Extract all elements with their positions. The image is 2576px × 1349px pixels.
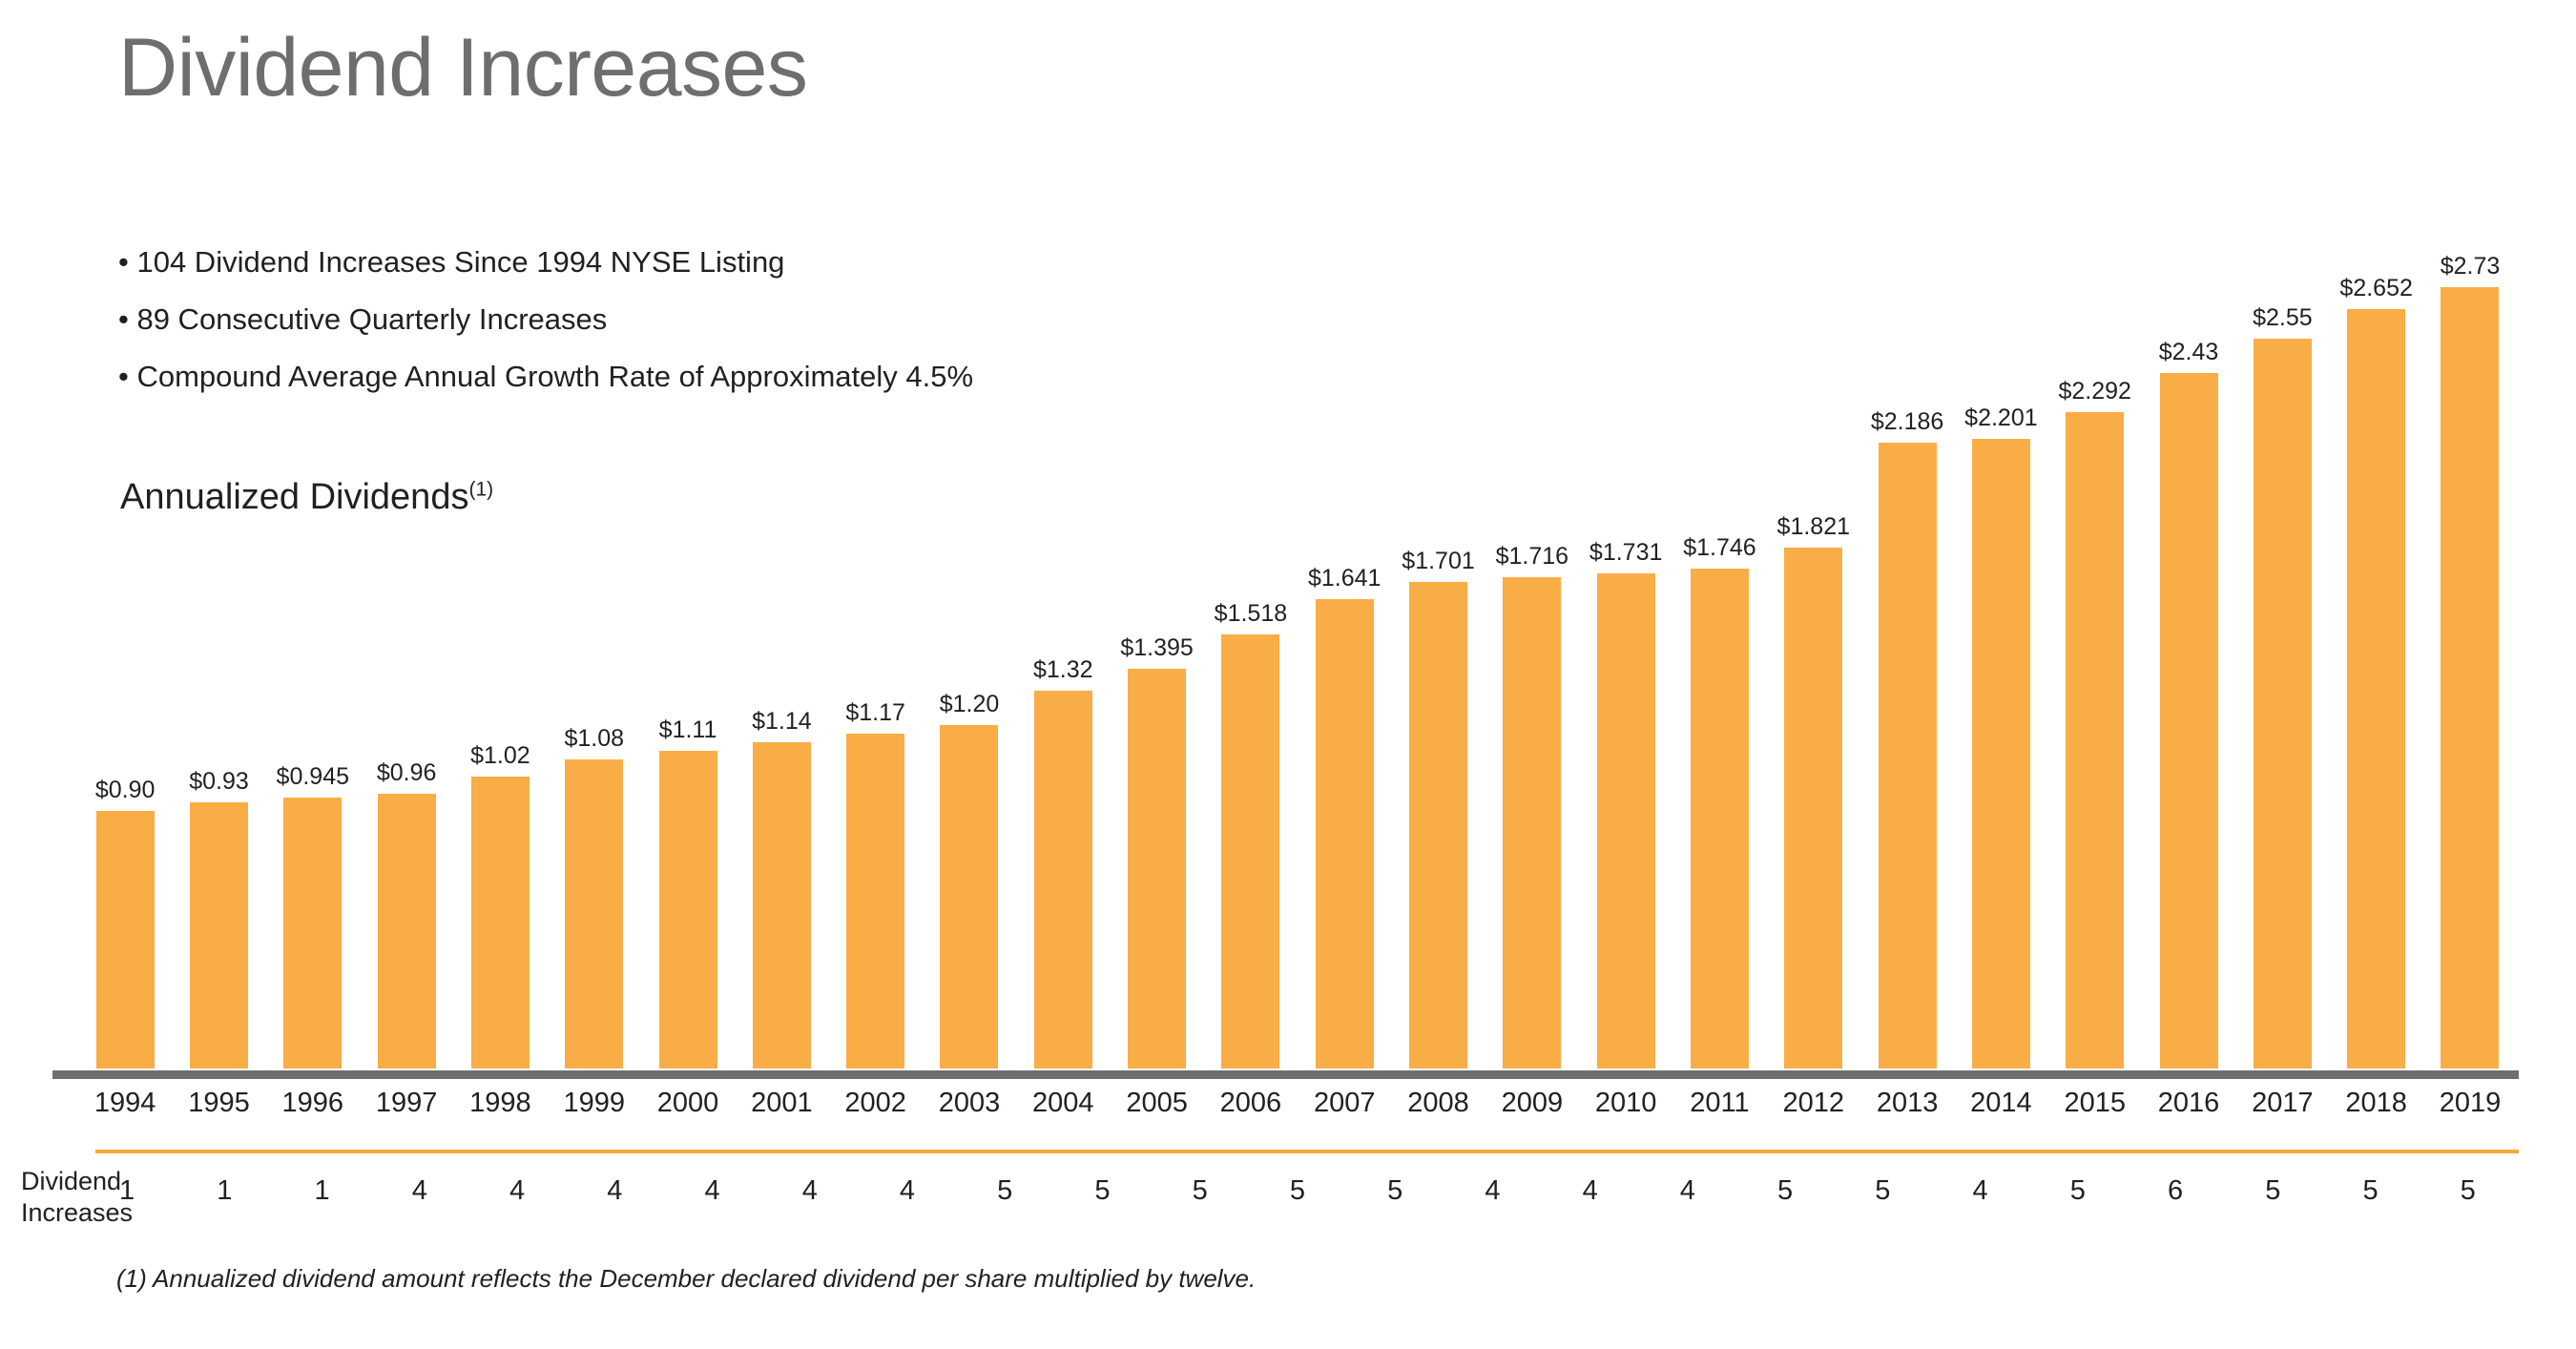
bar bbox=[2066, 412, 2124, 1069]
x-axis-line bbox=[52, 1070, 2519, 1079]
bar-value-label: $0.945 bbox=[276, 763, 350, 790]
dividend-increases-value: 5 bbox=[2069, 1175, 2086, 1206]
dividend-increases-value: 5 bbox=[2460, 1175, 2476, 1206]
bar-column bbox=[2330, 143, 2423, 1069]
bar-column bbox=[1391, 143, 1485, 1069]
bar bbox=[1691, 569, 1749, 1069]
bar-column bbox=[641, 143, 735, 1069]
bar bbox=[2254, 339, 2312, 1069]
x-axis-tick-label: 2010 bbox=[1594, 1088, 1657, 1118]
bar-value-label: $0.96 bbox=[376, 759, 437, 786]
bar-column bbox=[360, 143, 453, 1069]
x-axis-tick-label: 2003 bbox=[938, 1088, 1001, 1118]
dividend-increases-value: 4 bbox=[411, 1175, 427, 1206]
x-axis-tick-label: 2015 bbox=[2064, 1088, 2126, 1118]
x-axis-tick-label: 2014 bbox=[1970, 1088, 2032, 1118]
bar bbox=[1221, 634, 1279, 1069]
dividend-increases-value: 4 bbox=[899, 1175, 916, 1206]
bar bbox=[2441, 287, 2499, 1069]
bar bbox=[1316, 599, 1374, 1069]
dividend-increases-value: 6 bbox=[2167, 1175, 2184, 1206]
bar bbox=[940, 725, 998, 1069]
dividend-increases-value: 4 bbox=[607, 1175, 623, 1206]
x-axis-tick-label: 2009 bbox=[1501, 1088, 1564, 1118]
bar-column bbox=[1672, 143, 1766, 1069]
bar-value-label: $1.20 bbox=[939, 691, 1000, 717]
x-axis-tick-label: 1996 bbox=[281, 1088, 344, 1118]
bullet-item: • 104 Dividend Increases Since 1994 NYSE Listing bbox=[118, 245, 785, 279]
x-axis-tick-label: 2006 bbox=[1219, 1088, 1282, 1118]
x-axis-tick-label: 2018 bbox=[2345, 1088, 2407, 1118]
bar-value-label: $0.93 bbox=[189, 768, 249, 795]
x-axis-tick-label: 1995 bbox=[188, 1088, 250, 1118]
bar-value-label: $1.11 bbox=[658, 716, 717, 743]
x-axis-tick-labels bbox=[78, 1088, 2517, 1119]
bar-value-label: $0.90 bbox=[94, 777, 156, 803]
divider-rule bbox=[95, 1150, 2519, 1153]
bar-value-label: $1.701 bbox=[1402, 548, 1475, 574]
bar-column bbox=[2235, 143, 2329, 1069]
bar bbox=[753, 742, 811, 1069]
bar-column bbox=[829, 143, 923, 1069]
dividend-increases-value: 5 bbox=[997, 1175, 1013, 1206]
dividend-increases-value: 1 bbox=[119, 1175, 135, 1206]
dividend-increases-value: 4 bbox=[704, 1175, 720, 1206]
bar-column bbox=[2048, 143, 2142, 1069]
dividend-increases-row-label-line1: Dividend bbox=[21, 1167, 122, 1195]
dividend-increases-value: 5 bbox=[1289, 1175, 1305, 1206]
dividend-increases-value: 5 bbox=[1875, 1175, 1891, 1206]
dividend-increases-value: 5 bbox=[1094, 1175, 1111, 1206]
x-axis-tick-label: 1999 bbox=[563, 1088, 625, 1118]
dividend-increases-value: 4 bbox=[1485, 1175, 1501, 1206]
dividend-increases-value: 5 bbox=[1387, 1175, 1403, 1206]
bar bbox=[283, 798, 342, 1069]
bar-series bbox=[78, 143, 2517, 1069]
bar bbox=[1784, 548, 1842, 1069]
bar bbox=[659, 751, 717, 1069]
bar-value-label: $1.641 bbox=[1307, 565, 1381, 591]
bar-value-label: $1.08 bbox=[564, 725, 624, 752]
dividend-increases-value: 5 bbox=[2265, 1175, 2281, 1206]
bar-column bbox=[1860, 143, 1954, 1069]
bar-column bbox=[1579, 143, 1672, 1069]
x-axis-tick-label: 2017 bbox=[2252, 1088, 2314, 1118]
bar-value-label: $1.518 bbox=[1214, 600, 1288, 627]
x-axis-tick-label: 2007 bbox=[1313, 1088, 1376, 1118]
bar-column bbox=[1016, 143, 1110, 1069]
dividend-increases-value: 5 bbox=[1777, 1175, 1794, 1206]
bar-column bbox=[1110, 143, 1203, 1069]
bar bbox=[2347, 309, 2405, 1069]
x-axis-tick-label: 2016 bbox=[2157, 1088, 2220, 1118]
bar-column bbox=[1954, 143, 2047, 1069]
bar-column bbox=[1204, 143, 1298, 1069]
dividend-bar-chart bbox=[57, 143, 2538, 1069]
x-axis-tick-label: 2001 bbox=[751, 1088, 813, 1118]
bar bbox=[471, 777, 530, 1069]
bar-column bbox=[1767, 143, 1860, 1069]
dividend-increases-values bbox=[78, 1175, 2517, 1207]
bar-value-label: $2.292 bbox=[2058, 378, 2131, 405]
bar-column bbox=[172, 143, 265, 1069]
x-axis-tick-label: 1997 bbox=[375, 1088, 438, 1118]
bar-value-label: $1.14 bbox=[752, 708, 812, 735]
dividend-increases-value: 5 bbox=[1192, 1175, 1208, 1206]
dividend-increases-value: 4 bbox=[1582, 1175, 1598, 1206]
x-axis-tick-label: 2002 bbox=[844, 1088, 906, 1118]
dividend-increases-value: 1 bbox=[217, 1175, 233, 1206]
bar-column bbox=[923, 143, 1016, 1069]
chart-plot-area bbox=[78, 143, 2517, 1069]
bar-column bbox=[266, 143, 360, 1069]
bar bbox=[1972, 439, 2030, 1069]
bar bbox=[1409, 582, 1467, 1069]
dividend-increases-value: 4 bbox=[1972, 1175, 1988, 1206]
dividend-increases-row-label-line2: Increases bbox=[21, 1198, 134, 1227]
x-axis-tick-label: 2011 bbox=[1690, 1088, 1750, 1118]
page-title: Dividend Increases bbox=[118, 22, 808, 114]
bar-value-label: $2.186 bbox=[1870, 408, 1944, 435]
footnote: (1) Annualized dividend amount reflects the December declared dividend per share multiplied by twelve. bbox=[116, 1264, 1257, 1293]
bar-value-label: $2.73 bbox=[2440, 253, 2501, 280]
dividend-increases-value: 5 bbox=[2362, 1175, 2379, 1206]
bar bbox=[565, 759, 623, 1069]
bar bbox=[1034, 691, 1092, 1069]
bar-value-label: $2.43 bbox=[2158, 339, 2219, 365]
x-axis-tick-label: 2004 bbox=[1032, 1088, 1094, 1118]
bar bbox=[2160, 373, 2218, 1069]
bar-column bbox=[735, 143, 828, 1069]
bar bbox=[190, 802, 248, 1069]
bar-column bbox=[78, 143, 172, 1069]
bar-value-label: $2.201 bbox=[1964, 405, 2038, 431]
bar-column bbox=[2423, 143, 2517, 1069]
dividend-increases-value: 1 bbox=[314, 1175, 330, 1206]
bar-value-label: $1.821 bbox=[1776, 513, 1851, 540]
bar bbox=[378, 794, 436, 1069]
bar bbox=[1879, 443, 1937, 1069]
chart-subtitle-text: Annualized Dividends bbox=[120, 477, 469, 517]
x-axis-tick-label: 2000 bbox=[656, 1088, 719, 1118]
dividend-increases-value: 4 bbox=[1679, 1175, 1695, 1206]
bar-column bbox=[1485, 143, 1579, 1069]
bar-value-label: $1.02 bbox=[470, 742, 530, 769]
bar bbox=[1128, 669, 1186, 1069]
x-axis-tick-label: 2019 bbox=[2439, 1088, 2502, 1118]
x-axis-tick-label: 2013 bbox=[1876, 1088, 1939, 1118]
bar-column bbox=[2142, 143, 2235, 1069]
bar bbox=[96, 811, 155, 1069]
bar bbox=[1597, 573, 1655, 1069]
bar-value-label: $1.32 bbox=[1033, 656, 1093, 683]
dividend-increases-value: 4 bbox=[801, 1175, 818, 1206]
x-axis-tick-label: 2008 bbox=[1407, 1088, 1469, 1118]
bullet-item: • Compound Average Annual Growth Rate of Approximately 4.5% bbox=[118, 360, 974, 393]
bar bbox=[1503, 577, 1561, 1069]
bar-column bbox=[453, 143, 547, 1069]
x-axis-tick-label: 1994 bbox=[93, 1088, 156, 1118]
bar-value-label: $1.17 bbox=[845, 699, 905, 726]
bullet-item: • 89 Consecutive Quarterly Increases bbox=[118, 302, 608, 336]
x-axis-tick-label: 2012 bbox=[1782, 1088, 1845, 1118]
bar-value-label: $2.55 bbox=[2253, 304, 2313, 331]
bar-value-label: $1.395 bbox=[1120, 634, 1194, 661]
x-axis-tick-label: 1998 bbox=[469, 1088, 531, 1118]
x-axis-tick-label: 2005 bbox=[1126, 1088, 1188, 1118]
bar-value-label: $1.716 bbox=[1495, 543, 1569, 570]
bar-value-label: $1.746 bbox=[1683, 534, 1756, 561]
bar-value-label: $2.652 bbox=[2339, 275, 2413, 301]
chart-subtitle-superscript: (1) bbox=[468, 478, 494, 501]
bar-column bbox=[1298, 143, 1391, 1069]
bar-column bbox=[548, 143, 641, 1069]
bar bbox=[846, 734, 904, 1069]
dividend-increases-value: 4 bbox=[509, 1175, 526, 1206]
bar-value-label: $1.731 bbox=[1589, 539, 1663, 566]
